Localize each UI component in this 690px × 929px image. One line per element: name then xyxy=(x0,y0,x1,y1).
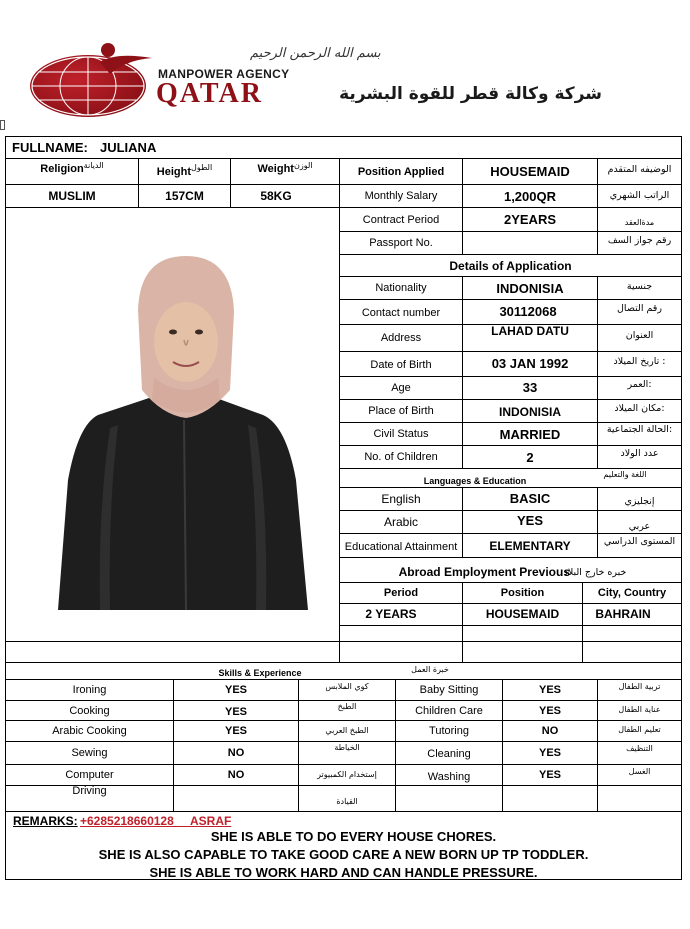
basmala-text: بسم الله الرحمن الرحيم xyxy=(250,46,381,61)
civil-status-arabic: الحالة الجتماعية: xyxy=(606,423,673,435)
place-of-birth-label: Place of Birth xyxy=(368,405,434,417)
monthly-salary-label: Monthly Salary xyxy=(364,190,438,202)
contract-period-value: 2YEARS xyxy=(503,212,557,227)
height-label: Height xyxy=(156,165,192,178)
children-arabic: عدد الولاد xyxy=(620,447,659,459)
weight-label: Weight xyxy=(257,163,294,175)
driving-arabic: القيادة xyxy=(336,796,358,806)
english-label: English xyxy=(381,492,421,506)
languages-title: Languages & Education xyxy=(423,476,527,486)
civil-status-value: MARRIED xyxy=(499,426,561,442)
contact-number-value: 30112068 xyxy=(499,303,557,319)
address-value: LAHAD DATU xyxy=(491,324,569,338)
languages-title-arabic: اللغة والتعليم xyxy=(603,469,647,479)
tutoring-value: NO xyxy=(541,725,559,737)
height-header xyxy=(139,159,230,184)
remarks-label: REMARKS: xyxy=(13,814,78,828)
weight-value: 58KG xyxy=(260,189,292,203)
sewing-label: Sewing xyxy=(71,747,108,759)
religion-label: Religion xyxy=(40,163,84,175)
contact-number-label: Contact number xyxy=(361,307,441,319)
abroad-position-header: Position xyxy=(500,587,545,599)
cooking-label: Cooking xyxy=(69,704,110,717)
abroad-title: Abroad Employment Previous xyxy=(398,565,570,579)
computer-value: NO xyxy=(227,769,245,781)
education-arabic: المستوى الدراسي xyxy=(603,535,676,547)
agency-title-arabic: شركة وكالة قطر للقوة البشرية xyxy=(339,84,602,104)
weight-label-arabic: الوزن xyxy=(293,161,313,170)
contact-number-arabic: رقم التصال xyxy=(617,302,662,314)
nationality-arabic: جنسية xyxy=(626,280,653,292)
age-arabic: العمر: xyxy=(627,378,652,390)
height-label-arabic: الطول xyxy=(191,163,213,172)
english-value: BASIC xyxy=(509,490,551,506)
address-arabic: العنوان xyxy=(625,329,654,341)
monthly-salary-value: 1,200QR xyxy=(503,188,557,204)
place-of-birth-value: INDONISIA xyxy=(498,405,561,419)
washing-value: YES xyxy=(538,769,561,781)
children-care-label: Children Care xyxy=(415,704,483,717)
remark-line-2: SHE IS ALSO CAPABLE TO TAKE GOOD CARE A NEW BORN UP TP TODDLER. xyxy=(98,847,589,862)
place-of-birth-arabic: مكان الميلاد: xyxy=(614,402,665,414)
ironing-arabic: كوي الملابس xyxy=(325,681,369,691)
abroad-period-header: Period xyxy=(383,587,419,599)
education-label: Educational Attainment xyxy=(344,540,458,553)
person-figure-icon xyxy=(96,40,156,80)
children-value: 2 xyxy=(526,449,534,465)
sewing-arabic: الخياطة xyxy=(334,742,360,752)
position-applied-label: Position Applied xyxy=(357,165,445,178)
sewing-value: NO xyxy=(227,747,245,759)
date-of-birth-label: Date of Birth xyxy=(370,359,432,371)
passport-label: Passport No. xyxy=(369,237,433,249)
position-applied-value: HOUSEMAID xyxy=(490,164,570,179)
nationality-value: INDONISIA xyxy=(496,280,564,296)
abroad-period-value: 2 YEARS xyxy=(365,607,417,621)
age-label: Age xyxy=(391,382,411,394)
driving-label: Driving xyxy=(72,785,107,797)
cooking-value: YES xyxy=(224,705,247,718)
fullname-value: JULIANA xyxy=(100,140,157,155)
agency-subtitle: MANPOWER AGENCY xyxy=(158,67,290,81)
abroad-country-header: City, Country xyxy=(597,587,667,599)
cleaning-label: Cleaning xyxy=(427,748,471,760)
cleaning-arabic: التنظيف xyxy=(626,743,653,753)
baby-sitting-value: YES xyxy=(538,684,561,696)
fullname-label: FULLNAME: xyxy=(12,140,88,155)
agency-title: QATAR xyxy=(156,78,263,109)
address-label: Address xyxy=(380,332,422,344)
ironing-label: Ironing xyxy=(72,684,107,696)
baby-sitting-arabic: تربية الطفال xyxy=(618,681,661,691)
computer-label: Computer xyxy=(65,769,114,781)
children-label: No. of Children xyxy=(364,451,438,463)
washing-label: Washing xyxy=(427,771,471,783)
religion-label-arabic: الديانة xyxy=(83,161,104,170)
children-care-arabic: عناية الطفال xyxy=(618,704,661,714)
tutoring-label: Tutoring xyxy=(429,725,469,737)
computer-arabic: إستخدام الكمبيوتر xyxy=(317,769,377,779)
baby-sitting-label: Baby Sitting xyxy=(419,684,479,696)
passport-arabic: رقم جواز السف xyxy=(607,234,672,246)
cleaning-value: YES xyxy=(538,747,561,759)
tutoring-arabic: تعليم الطفال xyxy=(618,724,661,734)
applicant-photo xyxy=(58,250,308,610)
arabic-arabic: عربي xyxy=(628,520,651,532)
page-corner-mark xyxy=(0,120,5,130)
arabic-label: Arabic xyxy=(383,515,418,529)
religion-value: MUSLIM xyxy=(48,189,96,203)
education-value: ELEMENTARY xyxy=(489,538,571,553)
arabic-cooking-label: Arabic Cooking xyxy=(52,725,127,737)
details-title: Details of Application xyxy=(449,258,572,273)
arabic-cooking-arabic: الطبخ العربي xyxy=(325,725,369,735)
arabic-cooking-value: YES xyxy=(224,725,247,737)
position-applied-arabic: الوضيفه المتقدم xyxy=(607,163,672,175)
date-of-birth-value: 03 JAN 1992 xyxy=(491,355,569,371)
nationality-label: Nationality xyxy=(375,282,427,294)
remark-line-1: SHE IS ABLE TO DO EVERY HOUSE CHORES. xyxy=(210,829,497,844)
english-arabic: إنجليزي xyxy=(624,495,655,507)
abroad-country-value: BAHRAIN xyxy=(595,607,651,621)
date-of-birth-arabic: تاريخ الميلاد : xyxy=(613,355,666,367)
remark-line-3: SHE IS ABLE TO WORK HARD AND CAN HANDLE PRESSURE. xyxy=(149,865,538,880)
children-care-value: YES xyxy=(538,704,561,717)
abroad-title-arabic: خبره خارج البلاد xyxy=(563,566,627,578)
age-value: 33 xyxy=(522,379,538,395)
height-value: 157CM xyxy=(165,189,204,203)
remarks-contact: +6285218660128 ASRAF xyxy=(80,814,232,828)
washing-arabic: الغسل xyxy=(628,766,651,776)
cooking-arabic: الطبخ xyxy=(337,701,357,711)
religion-header xyxy=(6,159,138,179)
passport-value xyxy=(463,232,597,254)
skills-title: Skills & Experience xyxy=(218,668,302,678)
contract-period-arabic: مدةالعقد xyxy=(624,217,655,227)
driving-value xyxy=(174,786,298,811)
contract-period-label: Contract Period xyxy=(362,213,440,226)
ironing-value: YES xyxy=(224,684,247,696)
abroad-position-value: HOUSEMAID xyxy=(485,607,560,621)
monthly-salary-arabic: الراتب الشهري xyxy=(609,189,670,201)
civil-status-label: Civil Status xyxy=(373,428,429,440)
weight-header xyxy=(231,159,339,179)
skills-title-arabic: خبرة العمل xyxy=(411,664,449,674)
arabic-value: YES xyxy=(516,512,543,528)
